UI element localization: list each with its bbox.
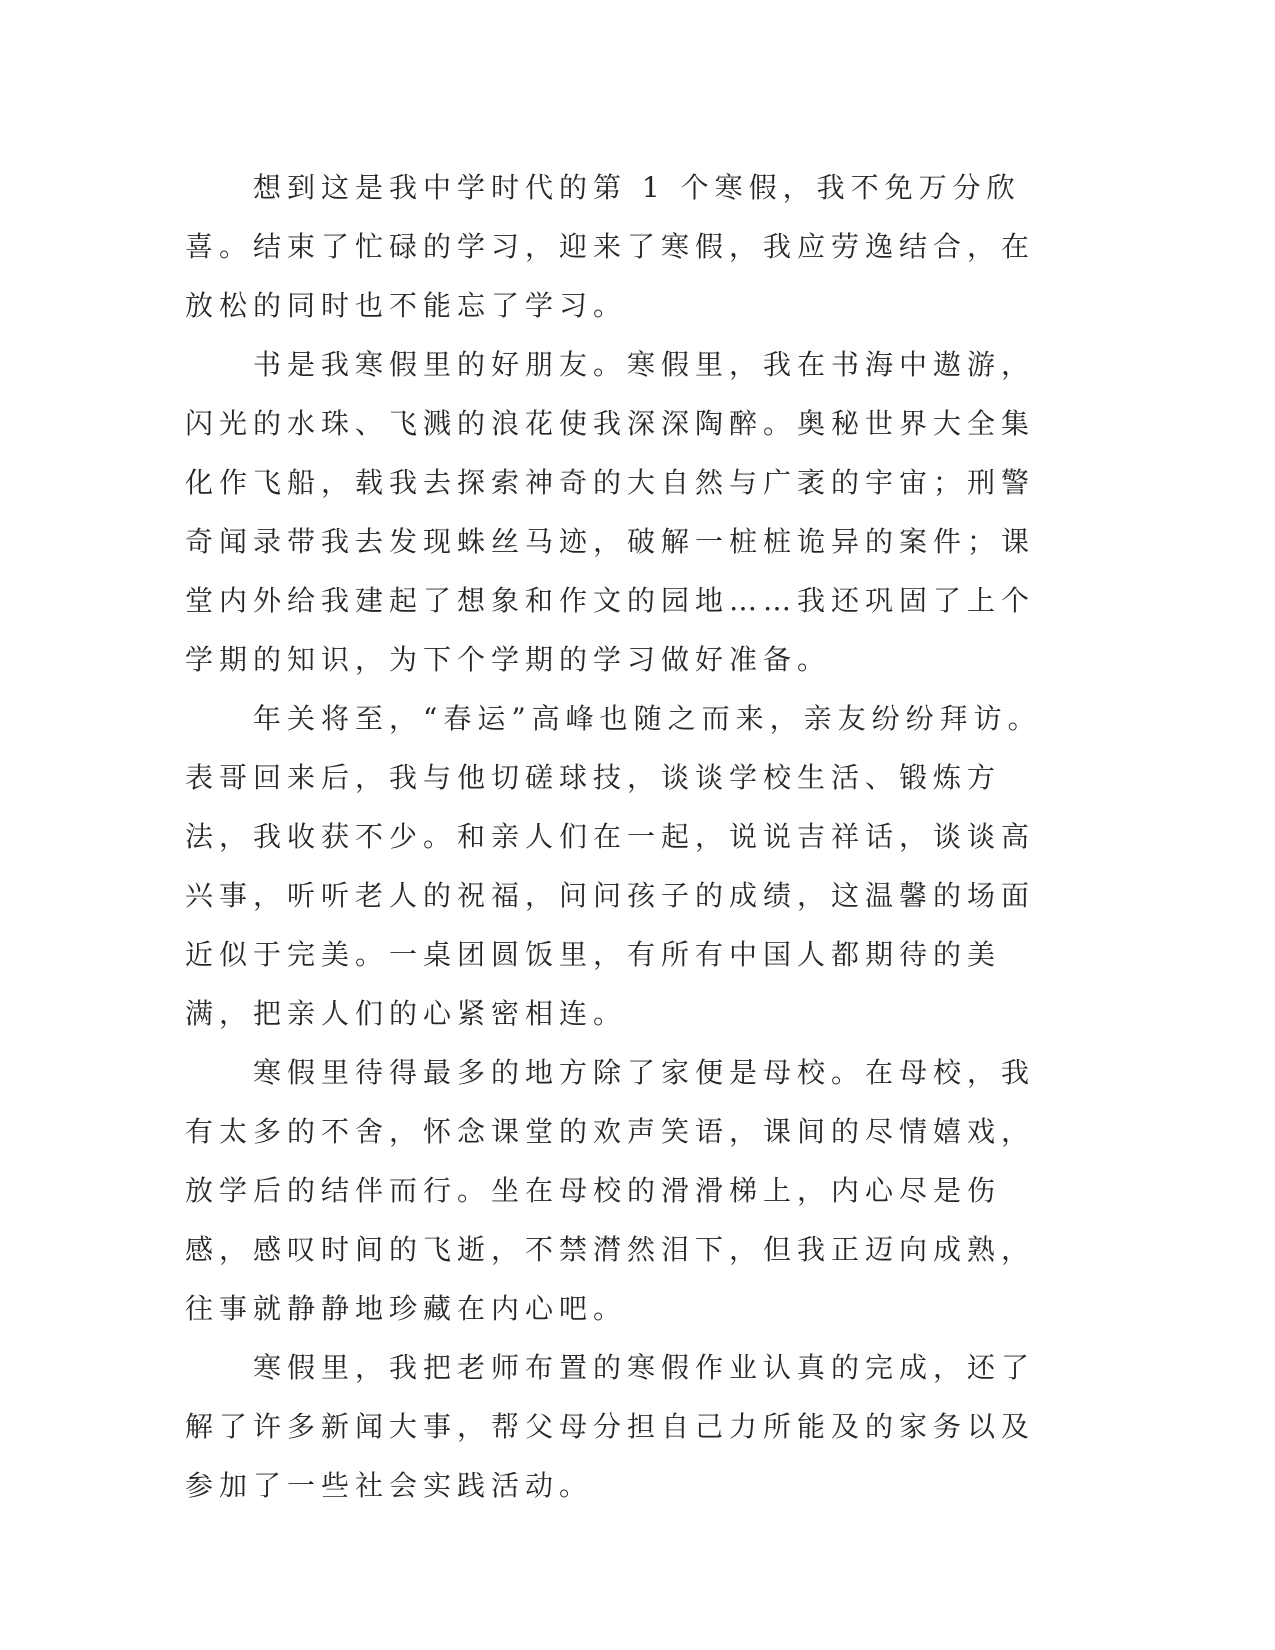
paragraph-3: 年关将至，“春运”高峰也随之而来，亲友纷纷拜访。表哥回来后，我与他切磋球技，谈谈学校生活、锻炼方法，我收获不少。和亲人们在一起，说说吉祥话，谈谈高兴事，听听老人的祝福，问问孩子的成绩，这温馨的场面近似于完美。一桌团圆饭里，有所有中国人都期待的美满，把亲人们的心紧密相连。 xyxy=(185,702,1042,1030)
paragraph-5: 寒假里，我把老师布置的寒假作业认真的完成，还了解了许多新闻大事，帮父母分担自己力所能及的家务以及参加了一些社会实践活动。 xyxy=(185,1351,1036,1502)
paragraph-4: 寒假里待得最多的地方除了家便是母校。在母校，我有太多的不舍，怀念课堂的欢声笑语，课间的尽情嬉戏，放学后的结伴而行。坐在母校的滑滑梯上，内心尽是伤感，感叹时间的飞逝，不禁潸然泪下，但我正迈向成熟，往事就静静地珍藏在内心吧。 xyxy=(185,1056,1036,1325)
paragraph-1: 想到这是我中学时代的第 1 个寒假，我不免万分欣喜。结束了忙碌的学习，迎来了寒假，我应劳逸结合，在放松的同时也不能忘了学习。 xyxy=(185,171,1036,322)
paragraph-2: 书是我寒假里的好朋友。寒假里，我在书海中遨游，闪光的水珠、飞溅的浪花使我深深陶醉。奥秘世界大全集化作飞船，载我去探索神奇的大自然与广袤的宇宙；刑警奇闻录带我去发现蛛丝马迹，破解一桩桩诡异的案件；课堂内外给我建起了想象和作文的园地……我还巩固了上个学期的知识，为下个学期的学习做好准备。 xyxy=(185,348,1036,676)
document-body xyxy=(185,158,1065,1515)
